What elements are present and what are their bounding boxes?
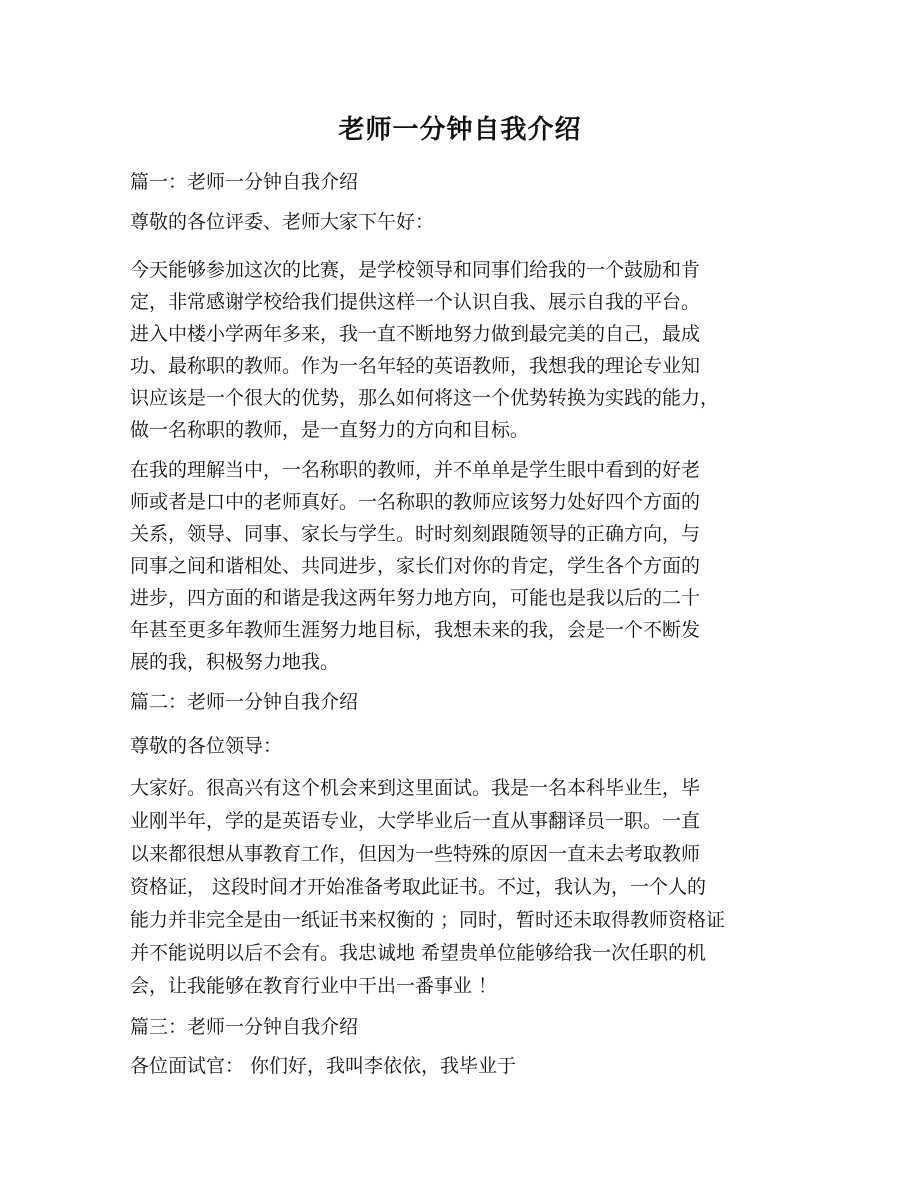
paragraph-line: 进入中楼小学两年多来，我一直不断地努力做到最完美的自己，最成 bbox=[130, 323, 701, 345]
paragraph-line: 同事之间和谐相处、共同进步，家长们对你的肯定，学生各个方面的 bbox=[130, 555, 701, 577]
paragraph-line: 会，让我能够在教育行业中干出一番事业 ！ bbox=[130, 975, 498, 997]
greeting: 尊敬的各位评委、老师大家下午好： bbox=[130, 211, 435, 233]
paragraph-line: 关系，领导、同事、家长与学生。时时刻刻跟随领导的正确方向，与 bbox=[130, 523, 701, 545]
paragraph-line: 师或者是口中的老师真好。一名称职的教师应该努力处好四个方面的 bbox=[130, 491, 701, 513]
paragraph-line: 各位面试官： 你们好，我叫李依依，我毕业于 bbox=[130, 1055, 517, 1077]
paragraph-line: 功、最称职的教师。作为一名年轻的英语教师，我想我的理论专业知 bbox=[130, 355, 701, 377]
paragraph-line: 大家好。很高兴有这个机会来到这里面试。我是一名本科毕业生，毕 bbox=[130, 777, 701, 799]
paragraph-line: 在我的理解当中，一名称职的教师，并不单单是学生眼中看到的好老 bbox=[130, 459, 701, 481]
paragraph-line: 进步，四方面的和谐是我这两年努力地方向，可能也是我以后的二十 bbox=[130, 587, 701, 609]
paragraph-line: 识应该是一个很大的优势，那么如何将这一个优势转换为实践的能力， bbox=[130, 387, 720, 409]
paragraph-line: 定，非常感谢学校给我们提供这样一个认识自我、展示自我的平台。 bbox=[130, 291, 701, 313]
section-heading: 篇二：老师一分钟自我介绍 bbox=[130, 691, 359, 713]
paragraph-line: 以来都很想从事教育工作，但因为一些特殊的原因一直未去考取教师 bbox=[130, 843, 701, 865]
paragraph-line: 年甚至更多年教师生涯努力地目标，我想未来的我，会是一个不断发 bbox=[130, 619, 701, 641]
paragraph-line: 业刚半年，学的是英语专业，大学毕业后一直从事翻译员一职。一直 bbox=[130, 810, 701, 832]
paragraph-line: 资格证， 这段时间才开始准备考取此证书。不过，我认为，一个人的 bbox=[130, 876, 707, 898]
paragraph-line: 能力并非完全是由一纸证书来权衡的 ；同时，暂时还未取得教师资格证 bbox=[130, 909, 726, 931]
paragraph-line: 今天能够参加这次的比赛，是学校领导和同事们给我的一个鼓励和肯 bbox=[130, 259, 701, 281]
section-heading: 篇一：老师一分钟自我介绍 bbox=[130, 171, 359, 193]
paragraph-line: 并不能说明以后不会有。我忠诚地 希望贵单位能够给我一次任职的机 bbox=[130, 942, 707, 964]
document-title: 老师一分钟自我介绍 bbox=[338, 115, 582, 145]
paragraph-line: 做一名称职的教师，是一直努力的方向和目标。 bbox=[130, 419, 530, 441]
greeting: 尊敬的各位领导： bbox=[130, 735, 283, 757]
section-heading: 篇三：老师一分钟自我介绍 bbox=[130, 1016, 359, 1038]
paragraph-line: 展的我，积极努力地我。 bbox=[130, 651, 340, 673]
